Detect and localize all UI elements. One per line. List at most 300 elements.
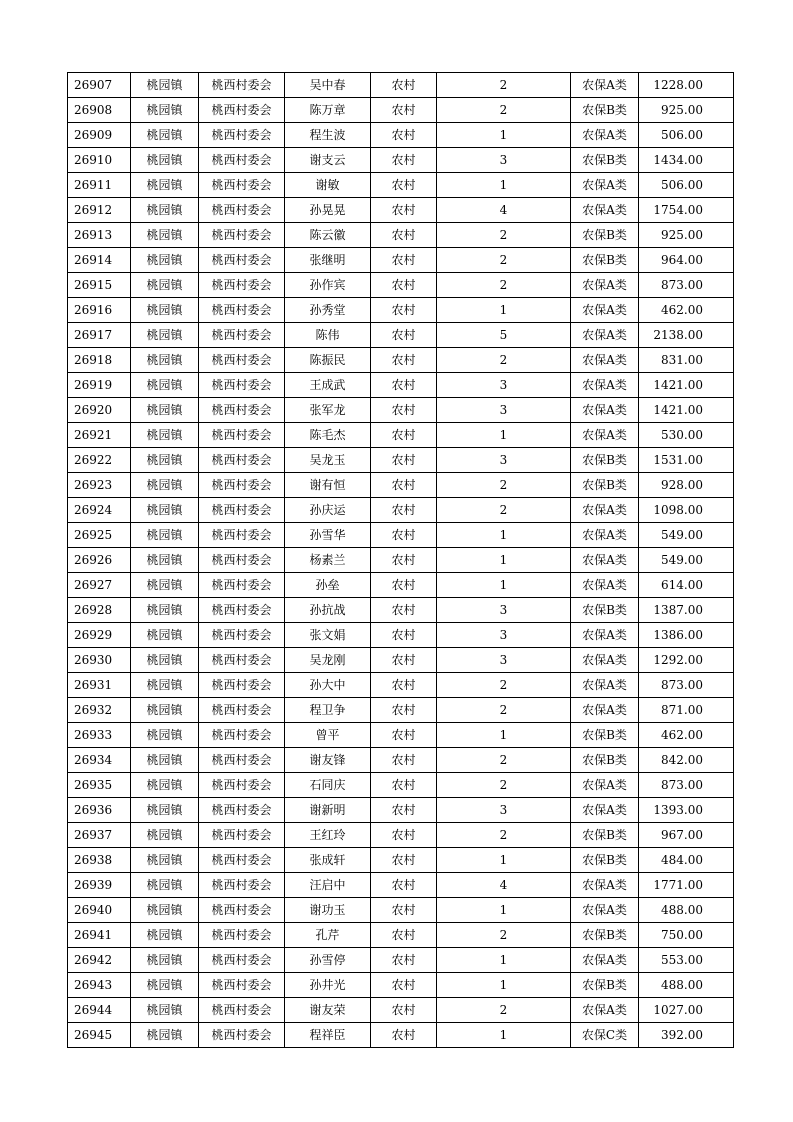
town-cell: 桃园镇 xyxy=(131,323,199,348)
area-type-cell: 农村 xyxy=(371,273,437,298)
area-type-cell: 农村 xyxy=(371,223,437,248)
record-id-cell: 26944 xyxy=(68,998,131,1023)
committee-cell: 桃西村委会 xyxy=(199,248,285,273)
record-id-cell: 26940 xyxy=(68,898,131,923)
area-type-cell: 农村 xyxy=(371,823,437,848)
town-cell: 桃园镇 xyxy=(131,98,199,123)
committee-cell: 桃西村委会 xyxy=(199,473,285,498)
household-count-cell: 3 xyxy=(437,448,571,473)
town-cell: 桃园镇 xyxy=(131,348,199,373)
person-name-cell: 谢友锋 xyxy=(285,748,371,773)
committee-cell: 桃西村委会 xyxy=(199,348,285,373)
person-name-cell: 孙作宾 xyxy=(285,273,371,298)
person-name-cell: 谢支云 xyxy=(285,148,371,173)
committee-cell: 桃西村委会 xyxy=(199,223,285,248)
area-type-cell: 农村 xyxy=(371,973,437,998)
amount-cell: 1421.00 xyxy=(639,398,734,423)
household-count-cell: 3 xyxy=(437,148,571,173)
area-type-cell: 农村 xyxy=(371,548,437,573)
area-type-cell: 农村 xyxy=(371,423,437,448)
amount-cell: 392.00 xyxy=(639,1023,734,1048)
person-name-cell: 孔芹 xyxy=(285,923,371,948)
record-id-cell: 26928 xyxy=(68,598,131,623)
town-cell: 桃园镇 xyxy=(131,998,199,1023)
person-name-cell: 汪启中 xyxy=(285,873,371,898)
amount-cell: 553.00 xyxy=(639,948,734,973)
person-name-cell: 谢新明 xyxy=(285,798,371,823)
record-id-cell: 26916 xyxy=(68,298,131,323)
person-name-cell: 张继明 xyxy=(285,248,371,273)
insurance-category-cell: 农保B类 xyxy=(571,148,639,173)
insurance-category-cell: 农保A类 xyxy=(571,523,639,548)
record-id-cell: 26927 xyxy=(68,573,131,598)
table-row xyxy=(68,1023,734,1048)
household-count-cell: 1 xyxy=(437,1023,571,1048)
town-cell: 桃园镇 xyxy=(131,873,199,898)
town-cell: 桃园镇 xyxy=(131,448,199,473)
town-cell: 桃园镇 xyxy=(131,573,199,598)
person-name-cell: 石同庆 xyxy=(285,773,371,798)
table-row xyxy=(68,673,734,698)
table-row xyxy=(68,648,734,673)
town-cell: 桃园镇 xyxy=(131,823,199,848)
area-type-cell: 农村 xyxy=(371,448,437,473)
committee-cell: 桃西村委会 xyxy=(199,273,285,298)
person-name-cell: 张成轩 xyxy=(285,848,371,873)
household-count-cell: 4 xyxy=(437,873,571,898)
person-name-cell: 陈毛杰 xyxy=(285,423,371,448)
amount-cell: 925.00 xyxy=(639,223,734,248)
insurance-category-cell: 农保A类 xyxy=(571,73,639,98)
area-type-cell: 农村 xyxy=(371,898,437,923)
committee-cell: 桃西村委会 xyxy=(199,773,285,798)
committee-cell: 桃西村委会 xyxy=(199,173,285,198)
person-name-cell: 张文娟 xyxy=(285,623,371,648)
town-cell: 桃园镇 xyxy=(131,848,199,873)
amount-cell: 484.00 xyxy=(639,848,734,873)
committee-cell: 桃西村委会 xyxy=(199,698,285,723)
committee-cell: 桃西村委会 xyxy=(199,748,285,773)
insurance-category-cell: 农保B类 xyxy=(571,248,639,273)
household-count-cell: 1 xyxy=(437,548,571,573)
town-cell: 桃园镇 xyxy=(131,923,199,948)
table-row xyxy=(68,398,734,423)
amount-cell: 1027.00 xyxy=(639,998,734,1023)
town-cell: 桃园镇 xyxy=(131,748,199,773)
insurance-category-cell: 农保A类 xyxy=(571,423,639,448)
amount-cell: 871.00 xyxy=(639,698,734,723)
committee-cell: 桃西村委会 xyxy=(199,873,285,898)
person-name-cell: 孙雪停 xyxy=(285,948,371,973)
town-cell: 桃园镇 xyxy=(131,423,199,448)
insurance-category-cell: 农保A类 xyxy=(571,948,639,973)
amount-cell: 530.00 xyxy=(639,423,734,448)
area-type-cell: 农村 xyxy=(371,123,437,148)
town-cell: 桃园镇 xyxy=(131,598,199,623)
table-row xyxy=(68,123,734,148)
household-count-cell: 2 xyxy=(437,98,571,123)
insurance-category-cell: 农保B类 xyxy=(571,848,639,873)
household-count-cell: 4 xyxy=(437,198,571,223)
table-row xyxy=(68,698,734,723)
amount-cell: 873.00 xyxy=(639,273,734,298)
area-type-cell: 农村 xyxy=(371,573,437,598)
person-name-cell: 谢有恒 xyxy=(285,473,371,498)
table-row xyxy=(68,373,734,398)
record-id-cell: 26941 xyxy=(68,923,131,948)
record-id-cell: 26924 xyxy=(68,498,131,523)
record-id-cell: 26920 xyxy=(68,398,131,423)
insurance-category-cell: 农保B类 xyxy=(571,223,639,248)
household-count-cell: 2 xyxy=(437,73,571,98)
record-id-cell: 26918 xyxy=(68,348,131,373)
table-row xyxy=(68,473,734,498)
committee-cell: 桃西村委会 xyxy=(199,823,285,848)
household-count-cell: 3 xyxy=(437,373,571,398)
committee-cell: 桃西村委会 xyxy=(199,148,285,173)
amount-cell: 1386.00 xyxy=(639,623,734,648)
person-name-cell: 杨素兰 xyxy=(285,548,371,573)
town-cell: 桃园镇 xyxy=(131,898,199,923)
town-cell: 桃园镇 xyxy=(131,723,199,748)
record-id-cell: 26937 xyxy=(68,823,131,848)
household-count-cell: 1 xyxy=(437,723,571,748)
record-id-cell: 26908 xyxy=(68,98,131,123)
committee-cell: 桃西村委会 xyxy=(199,723,285,748)
person-name-cell: 张军龙 xyxy=(285,398,371,423)
table-row xyxy=(68,198,734,223)
committee-cell: 桃西村委会 xyxy=(199,373,285,398)
town-cell: 桃园镇 xyxy=(131,523,199,548)
record-id-cell: 26907 xyxy=(68,73,131,98)
person-name-cell: 孙抗战 xyxy=(285,598,371,623)
person-name-cell: 王红玲 xyxy=(285,823,371,848)
area-type-cell: 农村 xyxy=(371,248,437,273)
household-count-cell: 2 xyxy=(437,498,571,523)
amount-cell: 750.00 xyxy=(639,923,734,948)
record-id-cell: 26911 xyxy=(68,173,131,198)
household-count-cell: 1 xyxy=(437,123,571,148)
record-id-cell: 26914 xyxy=(68,248,131,273)
committee-cell: 桃西村委会 xyxy=(199,848,285,873)
town-cell: 桃园镇 xyxy=(131,248,199,273)
table-row xyxy=(68,98,734,123)
town-cell: 桃园镇 xyxy=(131,648,199,673)
table-row xyxy=(68,823,734,848)
committee-cell: 桃西村委会 xyxy=(199,998,285,1023)
area-type-cell: 农村 xyxy=(371,373,437,398)
household-count-cell: 1 xyxy=(437,898,571,923)
household-count-cell: 1 xyxy=(437,523,571,548)
person-name-cell: 孙井光 xyxy=(285,973,371,998)
committee-cell: 桃西村委会 xyxy=(199,598,285,623)
record-id-cell: 26923 xyxy=(68,473,131,498)
town-cell: 桃园镇 xyxy=(131,673,199,698)
record-id-cell: 26922 xyxy=(68,448,131,473)
household-count-cell: 1 xyxy=(437,848,571,873)
record-id-cell: 26915 xyxy=(68,273,131,298)
record-id-cell: 26925 xyxy=(68,523,131,548)
area-type-cell: 农村 xyxy=(371,198,437,223)
amount-cell: 506.00 xyxy=(639,123,734,148)
town-cell: 桃园镇 xyxy=(131,773,199,798)
committee-cell: 桃西村委会 xyxy=(199,323,285,348)
amount-cell: 1393.00 xyxy=(639,798,734,823)
area-type-cell: 农村 xyxy=(371,348,437,373)
committee-cell: 桃西村委会 xyxy=(199,198,285,223)
committee-cell: 桃西村委会 xyxy=(199,123,285,148)
record-id-cell: 26912 xyxy=(68,198,131,223)
person-name-cell: 陈伟 xyxy=(285,323,371,348)
amount-cell: 964.00 xyxy=(639,248,734,273)
committee-cell: 桃西村委会 xyxy=(199,498,285,523)
area-type-cell: 农村 xyxy=(371,323,437,348)
table-row xyxy=(68,298,734,323)
record-id-cell: 26929 xyxy=(68,623,131,648)
insurance-category-cell: 农保B类 xyxy=(571,598,639,623)
committee-cell: 桃西村委会 xyxy=(199,548,285,573)
household-count-cell: 3 xyxy=(437,598,571,623)
person-name-cell: 谢敏 xyxy=(285,173,371,198)
insurance-category-cell: 农保A类 xyxy=(571,198,639,223)
area-type-cell: 农村 xyxy=(371,98,437,123)
insurance-category-cell: 农保A类 xyxy=(571,348,639,373)
household-count-cell: 2 xyxy=(437,673,571,698)
insurance-category-cell: 农保B类 xyxy=(571,448,639,473)
record-id-cell: 26938 xyxy=(68,848,131,873)
area-type-cell: 农村 xyxy=(371,948,437,973)
town-cell: 桃园镇 xyxy=(131,298,199,323)
person-name-cell: 吴中春 xyxy=(285,73,371,98)
amount-cell: 967.00 xyxy=(639,823,734,848)
table-row xyxy=(68,923,734,948)
person-name-cell: 孙垒 xyxy=(285,573,371,598)
area-type-cell: 农村 xyxy=(371,173,437,198)
area-type-cell: 农村 xyxy=(371,73,437,98)
insurance-category-cell: 农保A类 xyxy=(571,273,639,298)
insurance-category-cell: 农保A类 xyxy=(571,998,639,1023)
committee-cell: 桃西村委会 xyxy=(199,948,285,973)
table-row xyxy=(68,73,734,98)
record-id-cell: 26921 xyxy=(68,423,131,448)
table-row xyxy=(68,523,734,548)
amount-cell: 842.00 xyxy=(639,748,734,773)
household-count-cell: 2 xyxy=(437,248,571,273)
insurance-category-cell: 农保A类 xyxy=(571,373,639,398)
table-row xyxy=(68,248,734,273)
person-name-cell: 程生波 xyxy=(285,123,371,148)
town-cell: 桃园镇 xyxy=(131,373,199,398)
household-count-cell: 1 xyxy=(437,948,571,973)
person-name-cell: 谢功玉 xyxy=(285,898,371,923)
committee-cell: 桃西村委会 xyxy=(199,298,285,323)
amount-cell: 549.00 xyxy=(639,523,734,548)
table-row xyxy=(68,598,734,623)
household-count-cell: 1 xyxy=(437,173,571,198)
amount-cell: 462.00 xyxy=(639,723,734,748)
person-name-cell: 陈万章 xyxy=(285,98,371,123)
person-name-cell: 曾平 xyxy=(285,723,371,748)
record-id-cell: 26910 xyxy=(68,148,131,173)
insurance-category-cell: 农保A类 xyxy=(571,798,639,823)
insurance-category-cell: 农保B类 xyxy=(571,748,639,773)
table-row xyxy=(68,273,734,298)
insurance-category-cell: 农保B类 xyxy=(571,823,639,848)
record-id-cell: 26917 xyxy=(68,323,131,348)
committee-cell: 桃西村委会 xyxy=(199,398,285,423)
household-count-cell: 2 xyxy=(437,998,571,1023)
insurance-category-cell: 农保A类 xyxy=(571,773,639,798)
committee-cell: 桃西村委会 xyxy=(199,973,285,998)
committee-cell: 桃西村委会 xyxy=(199,573,285,598)
record-id-cell: 26933 xyxy=(68,723,131,748)
town-cell: 桃园镇 xyxy=(131,398,199,423)
household-count-cell: 3 xyxy=(437,798,571,823)
insurance-category-cell: 农保B类 xyxy=(571,98,639,123)
record-id-cell: 26939 xyxy=(68,873,131,898)
insurance-category-cell: 农保A类 xyxy=(571,548,639,573)
record-id-cell: 26930 xyxy=(68,648,131,673)
household-count-cell: 2 xyxy=(437,473,571,498)
committee-cell: 桃西村委会 xyxy=(199,648,285,673)
person-name-cell: 孙雪华 xyxy=(285,523,371,548)
committee-cell: 桃西村委会 xyxy=(199,523,285,548)
table-row xyxy=(68,998,734,1023)
person-name-cell: 程卫争 xyxy=(285,698,371,723)
committee-cell: 桃西村委会 xyxy=(199,448,285,473)
household-count-cell: 2 xyxy=(437,273,571,298)
insurance-category-cell: 农保A类 xyxy=(571,323,639,348)
insurance-category-cell: 农保A类 xyxy=(571,123,639,148)
person-name-cell: 程祥臣 xyxy=(285,1023,371,1048)
town-cell: 桃园镇 xyxy=(131,498,199,523)
area-type-cell: 农村 xyxy=(371,648,437,673)
person-name-cell: 谢友荣 xyxy=(285,998,371,1023)
household-count-cell: 3 xyxy=(437,398,571,423)
household-count-cell: 2 xyxy=(437,348,571,373)
town-cell: 桃园镇 xyxy=(131,223,199,248)
table-row xyxy=(68,423,734,448)
town-cell: 桃园镇 xyxy=(131,548,199,573)
area-type-cell: 农村 xyxy=(371,623,437,648)
household-count-cell: 3 xyxy=(437,623,571,648)
committee-cell: 桃西村委会 xyxy=(199,423,285,448)
area-type-cell: 农村 xyxy=(371,673,437,698)
town-cell: 桃园镇 xyxy=(131,623,199,648)
amount-cell: 1387.00 xyxy=(639,598,734,623)
table-row xyxy=(68,748,734,773)
table-row xyxy=(68,898,734,923)
area-type-cell: 农村 xyxy=(371,298,437,323)
area-type-cell: 农村 xyxy=(371,998,437,1023)
household-count-cell: 1 xyxy=(437,573,571,598)
town-cell: 桃园镇 xyxy=(131,798,199,823)
table-row xyxy=(68,798,734,823)
table-row xyxy=(68,348,734,373)
person-name-cell: 陈振民 xyxy=(285,348,371,373)
table-row xyxy=(68,573,734,598)
record-id-cell: 26945 xyxy=(68,1023,131,1048)
household-count-cell: 2 xyxy=(437,773,571,798)
table-row xyxy=(68,773,734,798)
person-name-cell: 孙秀堂 xyxy=(285,298,371,323)
table-row xyxy=(68,948,734,973)
amount-cell: 506.00 xyxy=(639,173,734,198)
table-row xyxy=(68,498,734,523)
amount-cell: 831.00 xyxy=(639,348,734,373)
amount-cell: 1098.00 xyxy=(639,498,734,523)
record-id-cell: 26934 xyxy=(68,748,131,773)
town-cell: 桃园镇 xyxy=(131,948,199,973)
table-row xyxy=(68,173,734,198)
table-row xyxy=(68,448,734,473)
area-type-cell: 农村 xyxy=(371,773,437,798)
committee-cell: 桃西村委会 xyxy=(199,1023,285,1048)
person-name-cell: 吴龙玉 xyxy=(285,448,371,473)
household-count-cell: 2 xyxy=(437,748,571,773)
committee-cell: 桃西村委会 xyxy=(199,98,285,123)
town-cell: 桃园镇 xyxy=(131,73,199,98)
insurance-category-cell: 农保A类 xyxy=(571,398,639,423)
area-type-cell: 农村 xyxy=(371,523,437,548)
insurance-category-cell: 农保A类 xyxy=(571,673,639,698)
committee-cell: 桃西村委会 xyxy=(199,923,285,948)
area-type-cell: 农村 xyxy=(371,498,437,523)
table-row xyxy=(68,723,734,748)
record-id-cell: 26936 xyxy=(68,798,131,823)
area-type-cell: 农村 xyxy=(371,698,437,723)
person-name-cell: 吴龙刚 xyxy=(285,648,371,673)
amount-cell: 1421.00 xyxy=(639,373,734,398)
area-type-cell: 农村 xyxy=(371,723,437,748)
amount-cell: 614.00 xyxy=(639,573,734,598)
area-type-cell: 农村 xyxy=(371,148,437,173)
table-row xyxy=(68,148,734,173)
record-id-cell: 26926 xyxy=(68,548,131,573)
insurance-category-cell: 农保A类 xyxy=(571,898,639,923)
amount-cell: 873.00 xyxy=(639,673,734,698)
household-count-cell: 3 xyxy=(437,648,571,673)
amount-cell: 1228.00 xyxy=(639,73,734,98)
person-name-cell: 孙晃晃 xyxy=(285,198,371,223)
household-count-cell: 2 xyxy=(437,223,571,248)
amount-cell: 488.00 xyxy=(639,898,734,923)
household-count-cell: 1 xyxy=(437,973,571,998)
town-cell: 桃园镇 xyxy=(131,973,199,998)
amount-cell: 1754.00 xyxy=(639,198,734,223)
insurance-category-cell: 农保A类 xyxy=(571,498,639,523)
roster-table xyxy=(67,72,734,1048)
person-name-cell: 陈云徽 xyxy=(285,223,371,248)
insurance-category-cell: 农保A类 xyxy=(571,648,639,673)
insurance-category-cell: 农保A类 xyxy=(571,298,639,323)
table-row xyxy=(68,323,734,348)
table-row xyxy=(68,973,734,998)
committee-cell: 桃西村委会 xyxy=(199,73,285,98)
amount-cell: 1531.00 xyxy=(639,448,734,473)
table-row xyxy=(68,548,734,573)
table-row xyxy=(68,223,734,248)
area-type-cell: 农村 xyxy=(371,848,437,873)
insurance-category-cell: 农保B类 xyxy=(571,473,639,498)
table-row xyxy=(68,623,734,648)
insurance-category-cell: 农保A类 xyxy=(571,698,639,723)
area-type-cell: 农村 xyxy=(371,873,437,898)
town-cell: 桃园镇 xyxy=(131,1023,199,1048)
area-type-cell: 农村 xyxy=(371,923,437,948)
amount-cell: 549.00 xyxy=(639,548,734,573)
record-id-cell: 26932 xyxy=(68,698,131,723)
